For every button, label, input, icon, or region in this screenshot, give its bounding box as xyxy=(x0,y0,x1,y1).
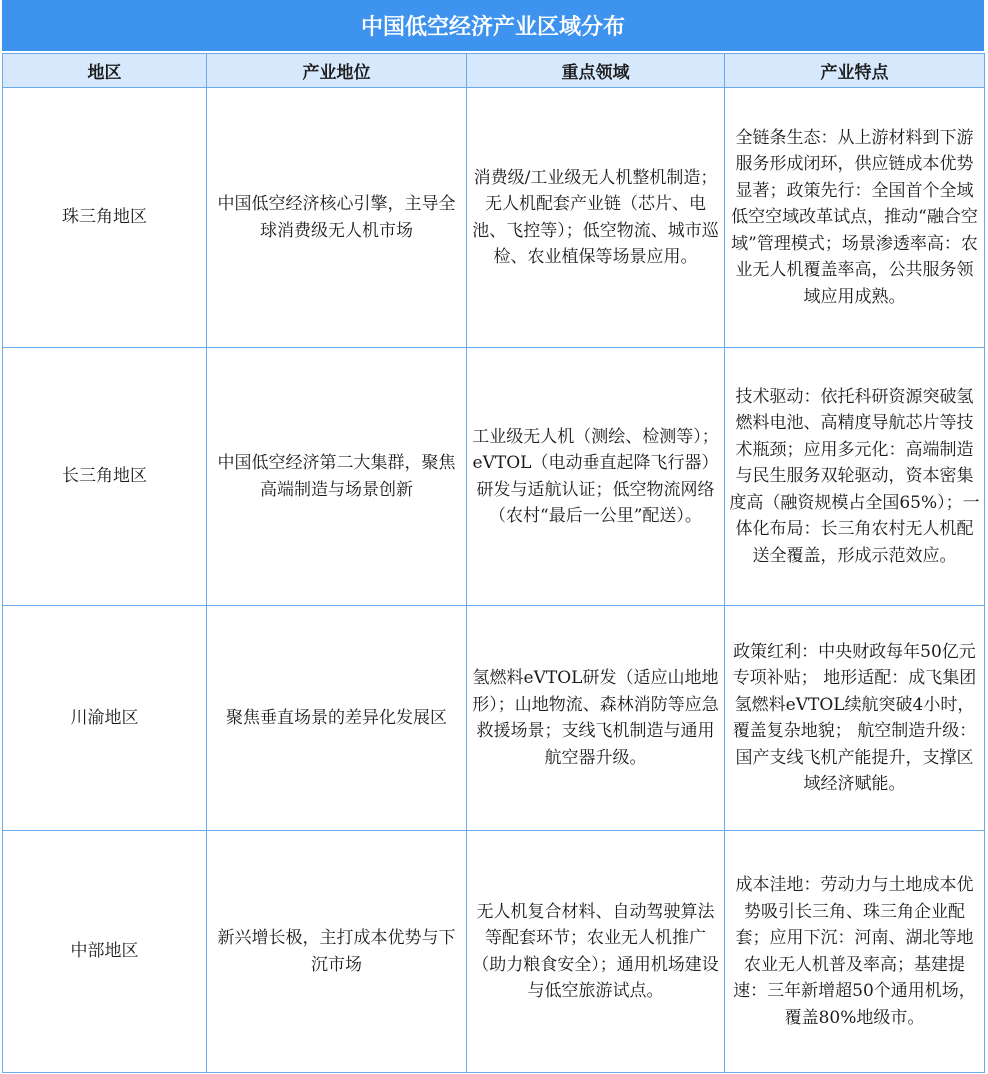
header-row xyxy=(3,54,985,88)
cell-focus: 无人机复合材料、自动驾驶算法等配套环节；农业无人机推广（助力粮食安全）；通用机场建设与低空旅游试点。 xyxy=(467,831,725,1073)
cell-position: 新兴增长极，主打成本优势与下沉市场 xyxy=(207,831,467,1073)
table-row xyxy=(3,606,985,831)
cell-focus: 工业级无人机（测绘、检测等）；eVTOL（电动垂直起降飞行器）研发与适航认证；低空物流网络（农村“最后一公里”配送）。 xyxy=(467,348,725,606)
header-position: 产业地位 xyxy=(207,54,467,88)
region-table xyxy=(2,53,985,1073)
cell-features: 全链条生态：从上游材料到下游服务形成闭环，供应链成本优势显著；政策先行：全国首个全域低空空域改革试点，推动“融合空域”管理模式；场景渗透率高：农业无人机覆盖率高，公共服务领域应用成熟。 xyxy=(725,88,985,348)
cell-position: 中国低空经济核心引擎，主导全球消费级无人机市场 xyxy=(207,88,467,348)
header-region: 地区 xyxy=(3,54,207,88)
cell-region: 中部地区 xyxy=(3,831,207,1073)
cell-region: 珠三角地区 xyxy=(3,88,207,348)
table-row xyxy=(3,348,985,606)
cell-focus: 氢燃料eVTOL研发（适应山地地形）；山地物流、森林消防等应急救援场景；支线飞机制造与通用航空器升级。 xyxy=(467,606,725,831)
cell-region: 长三角地区 xyxy=(3,348,207,606)
cell-position: 中国低空经济第二大集群，聚焦高端制造与场景创新 xyxy=(207,348,467,606)
header-features: 产业特点 xyxy=(725,54,985,88)
header-focus: 重点领域 xyxy=(467,54,725,88)
cell-features: 成本洼地：劳动力与土地成本优势吸引长三角、珠三角企业配套；应用下沉：河南、湖北等地农业无人机普及率高；基建提速：三年新增超50个通用机场，覆盖80%地级市。 xyxy=(725,831,985,1073)
region-table-container xyxy=(2,0,984,1073)
cell-position: 聚焦垂直场景的差异化发展区 xyxy=(207,606,467,831)
cell-features: 技术驱动：依托科研资源突破氢燃料电池、高精度导航芯片等技术瓶颈；应用多元化：高端制造与民生服务双轮驱动，资本密集度高（融资规模占全国65%）；一体化布局：长三角农村无人机配送全覆盖，形成示范效应。 xyxy=(725,348,985,606)
cell-region: 川渝地区 xyxy=(3,606,207,831)
table-row xyxy=(3,831,985,1073)
table-row xyxy=(3,88,985,348)
cell-focus: 消费级/工业级无人机整机制造；无人机配套产业链（芯片、电池、飞控等）；低空物流、城市巡检、农业植保等场景应用。 xyxy=(467,88,725,348)
cell-features: 政策红利：中央财政每年50亿元专项补贴； 地形适配：成飞集团氢燃料eVTOL续航突破4小时，覆盖复杂地貌； 航空制造升级：国产支线飞机产能提升，支撑区域经济赋能。 xyxy=(725,606,985,831)
table-title: 中国低空经济产业区域分布 xyxy=(2,0,984,53)
